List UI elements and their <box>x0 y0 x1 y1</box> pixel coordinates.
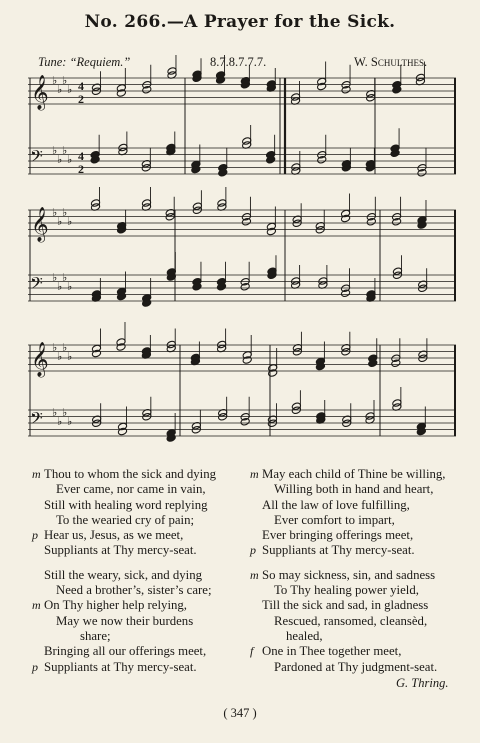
note-head <box>192 202 202 211</box>
flat-sign: ♭ <box>67 351 73 363</box>
verse-line <box>44 568 216 583</box>
stanza-gap <box>262 559 446 568</box>
hymn-title: No. 266.—A Prayer for the Sick. <box>84 12 396 32</box>
verse-text: To Thy healing power yield, <box>274 583 419 598</box>
flat-sign: ♭ <box>57 281 63 293</box>
treble-clef: 𝄞 <box>31 342 49 377</box>
verse-text: Ever bringing offerings meet, <box>262 528 414 543</box>
author: G. Thring. <box>396 676 449 690</box>
verse-text: Suppliants at Thy mercy-seat. <box>44 543 197 558</box>
verse-line <box>250 567 446 583</box>
dynamic-mark: m <box>250 567 259 582</box>
flat-sign: ♭ <box>57 154 63 166</box>
flat-sign: ♭ <box>67 84 73 96</box>
dynamic-mark: p <box>32 528 38 543</box>
verse-text: Thou to whom the sick and dying <box>44 467 217 481</box>
verse-text: So may sickness, sin, and sadness <box>262 567 436 582</box>
verse-line <box>32 659 216 675</box>
verse-line <box>262 482 446 497</box>
bass-clef: 𝄢 <box>30 408 43 432</box>
verse-text: Still with healing word replying <box>44 497 208 512</box>
verse-text: Willing both in hand and heart, <box>274 482 434 497</box>
bass-clef: 𝄢 <box>30 273 43 297</box>
note-head <box>291 402 301 411</box>
time-signature: 2 <box>78 162 84 176</box>
verse-line <box>250 543 446 558</box>
dynamic-mark: m <box>250 467 259 481</box>
verse-text: One in Thee together meet, <box>262 644 402 659</box>
verse-line <box>44 498 216 513</box>
note-head <box>217 199 227 208</box>
verse-text: Still the weary, sick, and dying <box>44 567 203 582</box>
verse-line <box>44 614 216 629</box>
dynamic-mark: m <box>32 598 41 613</box>
flat-sign: ♭ <box>52 145 58 157</box>
verse-line <box>262 598 446 613</box>
verse-line <box>262 629 446 644</box>
note-head <box>415 73 425 82</box>
note-head <box>365 412 375 421</box>
note-head <box>392 399 402 408</box>
note-head <box>291 163 301 172</box>
tune-name: Tune: “Requiem.” <box>38 55 131 69</box>
verse-text: On Thy higher help relying, <box>44 598 187 613</box>
treble-clef: 𝄞 <box>31 75 49 110</box>
verse-line <box>250 644 446 659</box>
flat-sign: ♭ <box>52 75 58 87</box>
note-head <box>290 93 300 102</box>
page-number: ( 347 ) <box>223 706 257 720</box>
note-head <box>291 277 301 286</box>
stanza-gap <box>44 559 216 568</box>
verse-text: Pardoned at Thy judgment-seat. <box>274 659 438 674</box>
treble-clef: 𝄞 <box>31 207 49 242</box>
flat-sign: ♭ <box>62 407 68 419</box>
flat-sign: ♭ <box>52 207 58 219</box>
verse-line <box>262 513 446 528</box>
verse-line <box>44 482 216 497</box>
verse-line <box>262 583 446 598</box>
flat-sign: ♭ <box>62 342 68 354</box>
verse-text: Hear us, Jesus, as we meet, <box>44 528 184 543</box>
note-head <box>167 67 177 76</box>
note-head <box>242 137 252 146</box>
note-head <box>217 340 227 349</box>
flat-sign: ♭ <box>57 351 63 363</box>
flat-sign: ♭ <box>62 207 68 219</box>
verse-text: To the wearied cry of pain; <box>56 512 195 527</box>
verse-line <box>32 598 216 613</box>
verse-line <box>44 583 216 598</box>
time-signature: 4 <box>78 149 84 163</box>
note-head <box>318 277 328 286</box>
flat-sign: ♭ <box>52 342 58 354</box>
verse-line <box>262 660 446 675</box>
verse-line <box>250 467 446 482</box>
verse-text: May we now their burdens <box>56 613 194 628</box>
verse-text: All the law of love fulfilling, <box>262 497 410 512</box>
time-signature: 2 <box>78 92 84 106</box>
verse-text: share; <box>80 628 111 643</box>
verse-line <box>44 543 216 558</box>
hymn-text-left-column <box>32 467 217 675</box>
note-head <box>392 267 402 276</box>
verse-text: Rescued, ransomed, cleansèd, <box>274 613 428 628</box>
verse-line <box>32 467 217 482</box>
verse-text: healed, <box>286 628 323 643</box>
dynamic-mark: p <box>250 543 256 558</box>
time-signature: 4 <box>78 79 84 93</box>
dynamic-mark: m <box>32 467 41 481</box>
verse-text: Suppliants at Thy mercy-seat. <box>262 543 415 558</box>
flat-sign: ♭ <box>62 75 68 87</box>
flat-sign: ♭ <box>57 416 63 428</box>
verse-line <box>262 614 446 629</box>
verse-text: Bringing all our offerings meet, <box>44 644 207 659</box>
note-head <box>166 340 176 349</box>
flat-sign: ♭ <box>67 281 73 293</box>
verse-line <box>262 498 446 513</box>
verse-line <box>44 644 216 659</box>
flat-sign: ♭ <box>57 216 63 228</box>
verse-line <box>44 513 216 528</box>
verse-text: Suppliants at Thy mercy-seat. <box>44 659 197 674</box>
verse-text: Till the sick and sad, in gladness <box>262 598 429 613</box>
hymn-text-right-column <box>250 467 446 675</box>
note-head <box>90 199 100 208</box>
flat-sign: ♭ <box>52 272 58 284</box>
verse-text: Ever comfort to impart, <box>274 512 395 527</box>
verse-line <box>262 528 446 543</box>
note-head <box>141 199 151 208</box>
dynamic-mark: p <box>32 659 38 674</box>
flat-sign: ♭ <box>67 216 73 228</box>
verse-text: May each child of Thine be willing, <box>262 467 446 481</box>
flat-sign: ♭ <box>67 154 73 166</box>
flat-sign: ♭ <box>57 84 63 96</box>
flat-sign: ♭ <box>52 407 58 419</box>
flat-sign: ♭ <box>62 145 68 157</box>
verse-text: Need a brother’s, sister’s care; <box>56 583 212 598</box>
verse-line <box>32 528 216 543</box>
note-head <box>118 143 128 152</box>
verse-text: Ever came, nor came in vain, <box>56 482 206 497</box>
meter: 8.7.8.7.7.7. <box>210 55 267 69</box>
dynamic-mark: f <box>250 644 254 659</box>
verse-line <box>44 629 216 644</box>
flat-sign: ♭ <box>62 272 68 284</box>
bass-clef: 𝄢 <box>30 146 43 170</box>
composer: W. Schulthes. <box>354 55 428 69</box>
flat-sign: ♭ <box>67 416 73 428</box>
